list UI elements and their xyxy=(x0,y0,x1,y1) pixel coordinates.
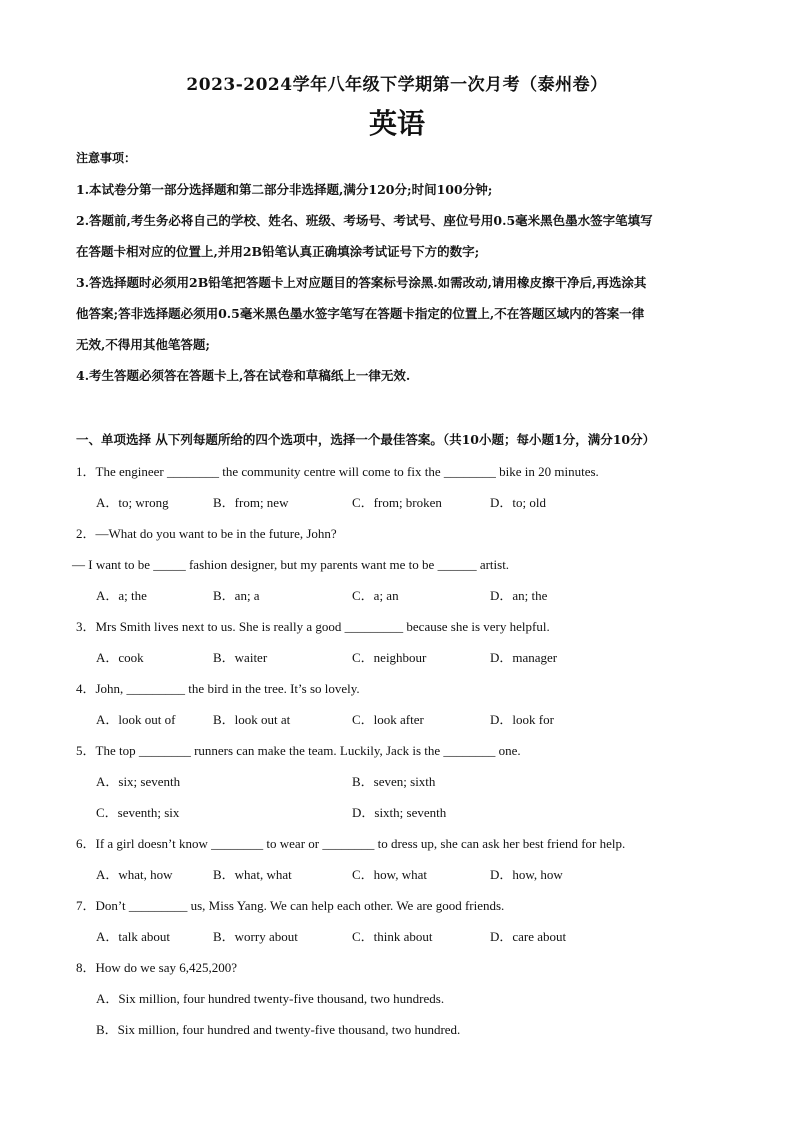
question-stem: 3．Mrs Smith lives next to us. She is really a good _________ because she is very helpful. xyxy=(76,619,550,634)
note-line: 无效,不得用其他笔答题; xyxy=(76,337,210,352)
option-a[interactable]: A．six; seventh xyxy=(96,774,181,789)
option-b[interactable]: B．seven; sixth xyxy=(352,774,436,789)
option-b[interactable]: B．look out at xyxy=(213,712,291,727)
option-row xyxy=(76,766,726,797)
question-stem-dialogue: — I want to be _____ fashion designer, but my parents want me to be ______ artist. xyxy=(72,557,510,572)
note-line: 3.答选择题时必须用2B铅笔把答题卡上对应题目的答案标号涂黑.如需改动,请用橡皮擦干净后,再选涂其 xyxy=(76,275,647,290)
option-b[interactable]: B．what, what xyxy=(213,867,292,882)
option-row xyxy=(76,921,726,952)
option-a[interactable]: A．to; wrong xyxy=(96,495,169,510)
option-row xyxy=(76,797,726,828)
question-stem: 7．Don’t _________ us, Miss Yang. We can help each other. We are good friends. xyxy=(76,898,505,913)
option-a[interactable]: A．cook xyxy=(96,650,144,665)
option-a[interactable]: A．what, how xyxy=(96,867,173,882)
exam-notes xyxy=(76,148,726,391)
question-stem: 6．If a girl doesn’t know ________ to wear or ________ to dress up, she can ask her best friend for help. xyxy=(76,836,626,851)
option-d[interactable]: D．look for xyxy=(490,712,554,727)
option-row xyxy=(76,642,726,673)
note-line: 4.考生答题必须答在答题卡上,答在试卷和草稿纸上一律无效. xyxy=(76,368,411,383)
option-row xyxy=(76,704,726,735)
option-c[interactable]: C．neighbour xyxy=(352,650,427,665)
option-d[interactable]: D．care about xyxy=(490,929,567,944)
option-c[interactable]: C．from; broken xyxy=(352,495,442,510)
question-stem: 8．How do we say 6,425,200? xyxy=(76,960,238,975)
option-d[interactable]: D．manager xyxy=(490,650,558,665)
question-stem: 2．—What do you want to be in the future, John? xyxy=(76,526,337,541)
option-a[interactable]: A．talk about xyxy=(96,929,171,944)
option-c[interactable]: C．look after xyxy=(352,712,424,727)
section-heading: 一、单项选择 从下列每题所给的四个选项中，选择一个最佳答案。（共10小题；每小题1分，满分10分） xyxy=(76,432,656,447)
option-a[interactable]: A．a; the xyxy=(96,588,147,603)
option-c[interactable]: C．seventh; six xyxy=(96,805,180,820)
option-a[interactable]: A．look out of xyxy=(96,712,176,727)
note-line: 他答案;答非选择题必须用0.5毫米黑色墨水签字笔写在答题卡指定的位置上,不在答题区域内的答案一律 xyxy=(76,306,645,321)
question-stem: 1．The engineer ________ the community centre will come to fix the ________ bike in 20 minutes. xyxy=(76,464,599,479)
notes-heading: 注意事项： xyxy=(76,151,137,165)
option-b[interactable]: B．waiter xyxy=(213,650,268,665)
question-stem: 5．The top ________ runners can make the team. Luckily, Jack is the ________ one. xyxy=(76,743,521,758)
option-d[interactable]: D．an; the xyxy=(490,588,548,603)
option-c[interactable]: C．a; an xyxy=(352,588,399,603)
option-row xyxy=(76,580,726,611)
page-title: 2023-2024学年八年级下学期第一次月考（泰州卷） xyxy=(186,75,608,95)
note-line: 在答题卡相对应的位置上,并用2B铅笔认真正确填涂考试证号下方的数字; xyxy=(76,244,480,259)
option-d[interactable]: D．sixth; seventh xyxy=(352,805,447,820)
option-c[interactable]: C．think about xyxy=(352,929,433,944)
option-b[interactable]: B．Six million, four hundred and twenty-five thousand, two hundred. xyxy=(96,1022,461,1037)
option-b[interactable]: B．from; new xyxy=(213,495,289,510)
note-line: 1.本试卷分第一部分选择题和第二部分非选择题,满分120分;时间100分钟; xyxy=(76,182,493,197)
option-b[interactable]: B．worry about xyxy=(213,929,298,944)
option-d[interactable]: D．how, how xyxy=(490,867,563,882)
note-line: 2.答题前,考生务必将自己的学校、姓名、班级、考场号、考试号、座位号用0.5毫米黑色墨水签字笔填写 xyxy=(76,213,653,228)
question-stem: 4．John, _________ the bird in the tree. It’s so lovely. xyxy=(76,681,360,696)
question-list xyxy=(72,456,726,1045)
option-row xyxy=(76,487,726,518)
option-d[interactable]: D．to; old xyxy=(490,495,546,510)
subject-title: 英语 xyxy=(368,107,425,140)
option-b[interactable]: B．an; a xyxy=(213,588,260,603)
option-row xyxy=(76,859,726,890)
option-a[interactable]: A．Six million, four hundred twenty-five thousand, two hundreds. xyxy=(96,991,445,1006)
option-c[interactable]: C．how, what xyxy=(352,867,427,882)
